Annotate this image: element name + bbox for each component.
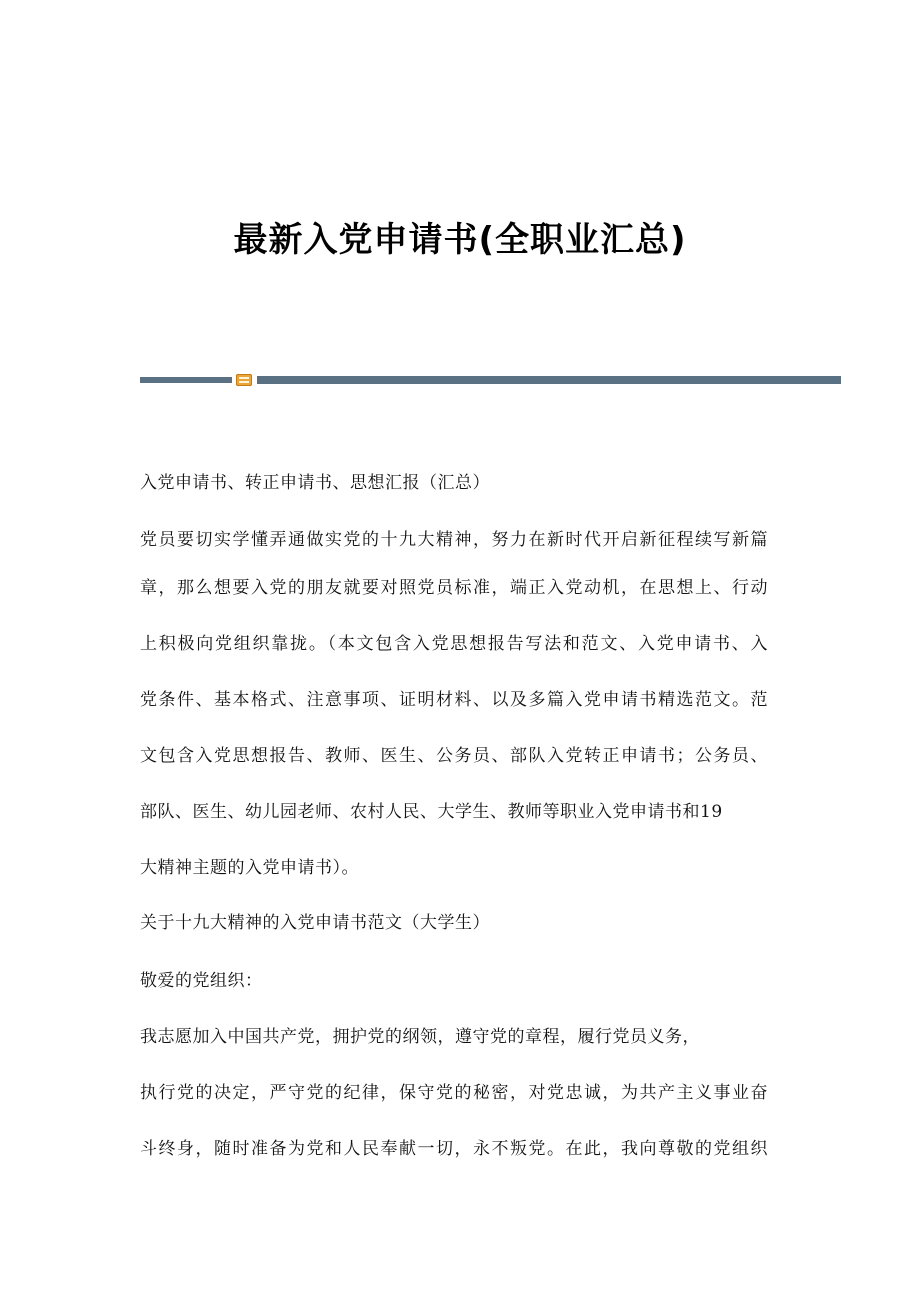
body-line: 斗终身，随时准备为党和人民奉献一切，永不叛党。在此，我向尊敬的党组织 [140, 1139, 768, 1159]
body-line: 我志愿加入中国共产党，拥护党的纲领，遵守党的章程，履行党员义务， [140, 1027, 700, 1047]
divider-bar-left [140, 377, 232, 383]
body-line: 文包含入党思想报告、教师、医生、公务员、部队入党转正申请书；公务员、 [140, 746, 768, 766]
divider-bar-right [257, 376, 841, 384]
body-line: 上积极向党组织靠拢。（本文包含入党思想报告写法和范文、入党申请书、入 [140, 634, 768, 654]
body-line: 党员要切实学懂弄通做实党的十九大精神，努力在新时代开启新征程续写新篇 [140, 530, 768, 550]
section-heading: 关于十九大精神的入党申请书范文（大学生） [140, 913, 490, 933]
salutation: 敬爱的党组织： [140, 971, 263, 991]
body-line: 党条件、基本格式、注意事项、证明材料、以及多篇入党申请书精选范文。范 [140, 690, 768, 710]
section-heading: 入党申请书、转正申请书、思想汇报（汇总） [140, 473, 490, 493]
body-line: 章，那么想要入党的朋友就要对照党员标准，端正入党动机，在思想上、行动 [140, 578, 768, 598]
page-title: 最新入党申请书(全职业汇总) [233, 220, 687, 260]
section-divider [140, 374, 841, 386]
body-line: 大精神主题的入党申请书）。 [140, 858, 359, 878]
body-line: 部队、医生、幼儿园老师、农村人民、大学生、教师等职业入党申请书和19 [140, 802, 723, 822]
body-line: 执行党的决定，严守党的纪律，保守党的秘密，对党忠诚，为共产主义事业奋 [140, 1083, 768, 1103]
divider-emblem-icon [236, 374, 252, 386]
